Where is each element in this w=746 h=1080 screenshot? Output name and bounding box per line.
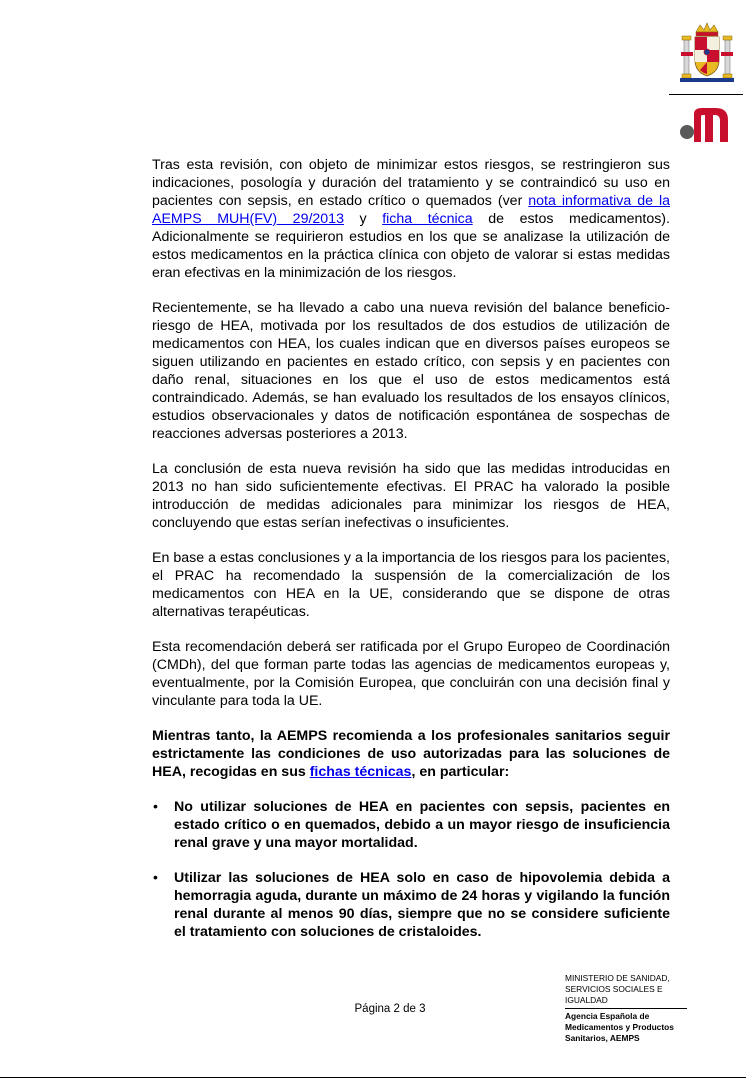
paragraph: En base a estas conclusiones y a la importancia de los riesgos para los pacientes, el PRAC ha recomendado la suspensión de la comercialización de los medicamentos con HEA en la UE, considerando que se dispone de otras alternativas terapéuticas.	[152, 550, 670, 620]
recommendation-paragraph	[152, 727, 670, 781]
ministry-name	[565, 973, 695, 1006]
paragraph: Recientemente, se ha llevado a cabo una nueva revisión del balance beneficio-riesgo de HEA, motivada por los resultados de dos estudios de utilización de medicamentos con HEA, los cuales indican que en diversos países europeos se siguen utilizando en pacientes en estado crítico, con sepsis y en pacientes con daño renal, situaciones en los que el uso de estos medicamentos está contraindicado. Además, se han evaluado los resultados de los ensayos clínicos, estudios observacionales y datos de notificación espontánea de sospechas de reacciones adversas posteriores a 2013.	[152, 300, 670, 442]
spain-coat-of-arms-icon	[678, 22, 736, 84]
bullet-icon: •	[153, 870, 158, 886]
aemps-logo-icon	[680, 108, 730, 144]
paragraph: Esta recomendación deberá ser ratificada por el Grupo Europeo de Coordinación (CMDh), del que forman parte todas las agencias de medicamentos europeas y, eventualmente, por la Comisión Europea, que concluirán con una decisión final y vinculante para toda la UE.	[152, 639, 670, 709]
page-number: Página 2 de 3	[354, 1003, 426, 1015]
bullet-icon: •	[153, 799, 158, 815]
paragraph-text: Mientras tanto, la AEMPS recomienda a los profesionales sanitarios seguir estrictamente las condiciones de uso autorizadas para las soluciones de HEA, recogidas en sus	[152, 728, 670, 780]
list-item	[152, 869, 670, 941]
paragraph	[152, 156, 670, 282]
paragraph-text: , en particular:	[411, 764, 510, 780]
fichas-tecnicas-link[interactable]: fichas técnicas	[309, 764, 412, 780]
agency-line: Medicamentos y Productos	[565, 1022, 674, 1032]
page-bottom-edge	[0, 1077, 746, 1078]
footer-divider	[565, 1008, 687, 1009]
agency-line: Sanitarios, AEMPS	[565, 1033, 640, 1043]
agency-line: Agencia Española de	[565, 1011, 650, 1021]
header-divider	[669, 94, 743, 95]
nota-informativa-link[interactable]: nota informativa de la AEMPS MUH(FV) 29/2013	[152, 193, 670, 227]
paragraph-text: de estos medicamentos). Adicionalmente se requirieron estudios en los que se analizase la utilización de estos medicamentos en la práctica clínica con objeto de valorar si estas medidas eran efectivas en la minimización de los riesgos.	[152, 211, 670, 281]
paragraph-text: Tras esta revisión, con objeto de minimizar estos riesgos, se restringieron sus indicaciones, posología y duración del tratamiento y se contraindicó su uso en pacientes con sepsis, en estado crítico o quemados (ver	[152, 157, 670, 209]
ficha-tecnica-link[interactable]: ficha técnica	[382, 211, 473, 227]
document-body	[152, 156, 670, 958]
recommendation-list	[152, 798, 670, 941]
ministry-line: SERVICIOS SOCIALES E	[565, 984, 663, 994]
paragraph-text: y	[343, 211, 383, 227]
paragraph: La conclusión de esta nueva revisión ha sido que las medidas introducidas en 2013 no han sido suficientemente efectivas. El PRAC ha valorado la posible introducción de medidas adicionales para minimizar los riesgos de HEA, concluyendo que estas serían inefectivas o insuficientes.	[152, 461, 670, 531]
agency-name	[565, 1011, 695, 1044]
list-item	[152, 798, 670, 852]
ministry-line: MINISTERIO DE SANIDAD,	[565, 973, 670, 983]
ministry-line: IGUALDAD	[565, 995, 608, 1005]
list-item-text: Utilizar las soluciones de HEA solo en caso de hipovolemia debida a hemorragia aguda, durante un máximo de 24 horas y vigilando la función renal durante al menos 90 días, siempre que no se considere suficiente el tratamiento con soluciones de cristaloides.	[174, 870, 670, 940]
list-item-text: No utilizar soluciones de HEA en pacientes con sepsis, pacientes en estado crítico o en quemados, debido a un mayor riesgo de insuficiencia renal grave y una mayor mortalidad.	[174, 799, 670, 851]
